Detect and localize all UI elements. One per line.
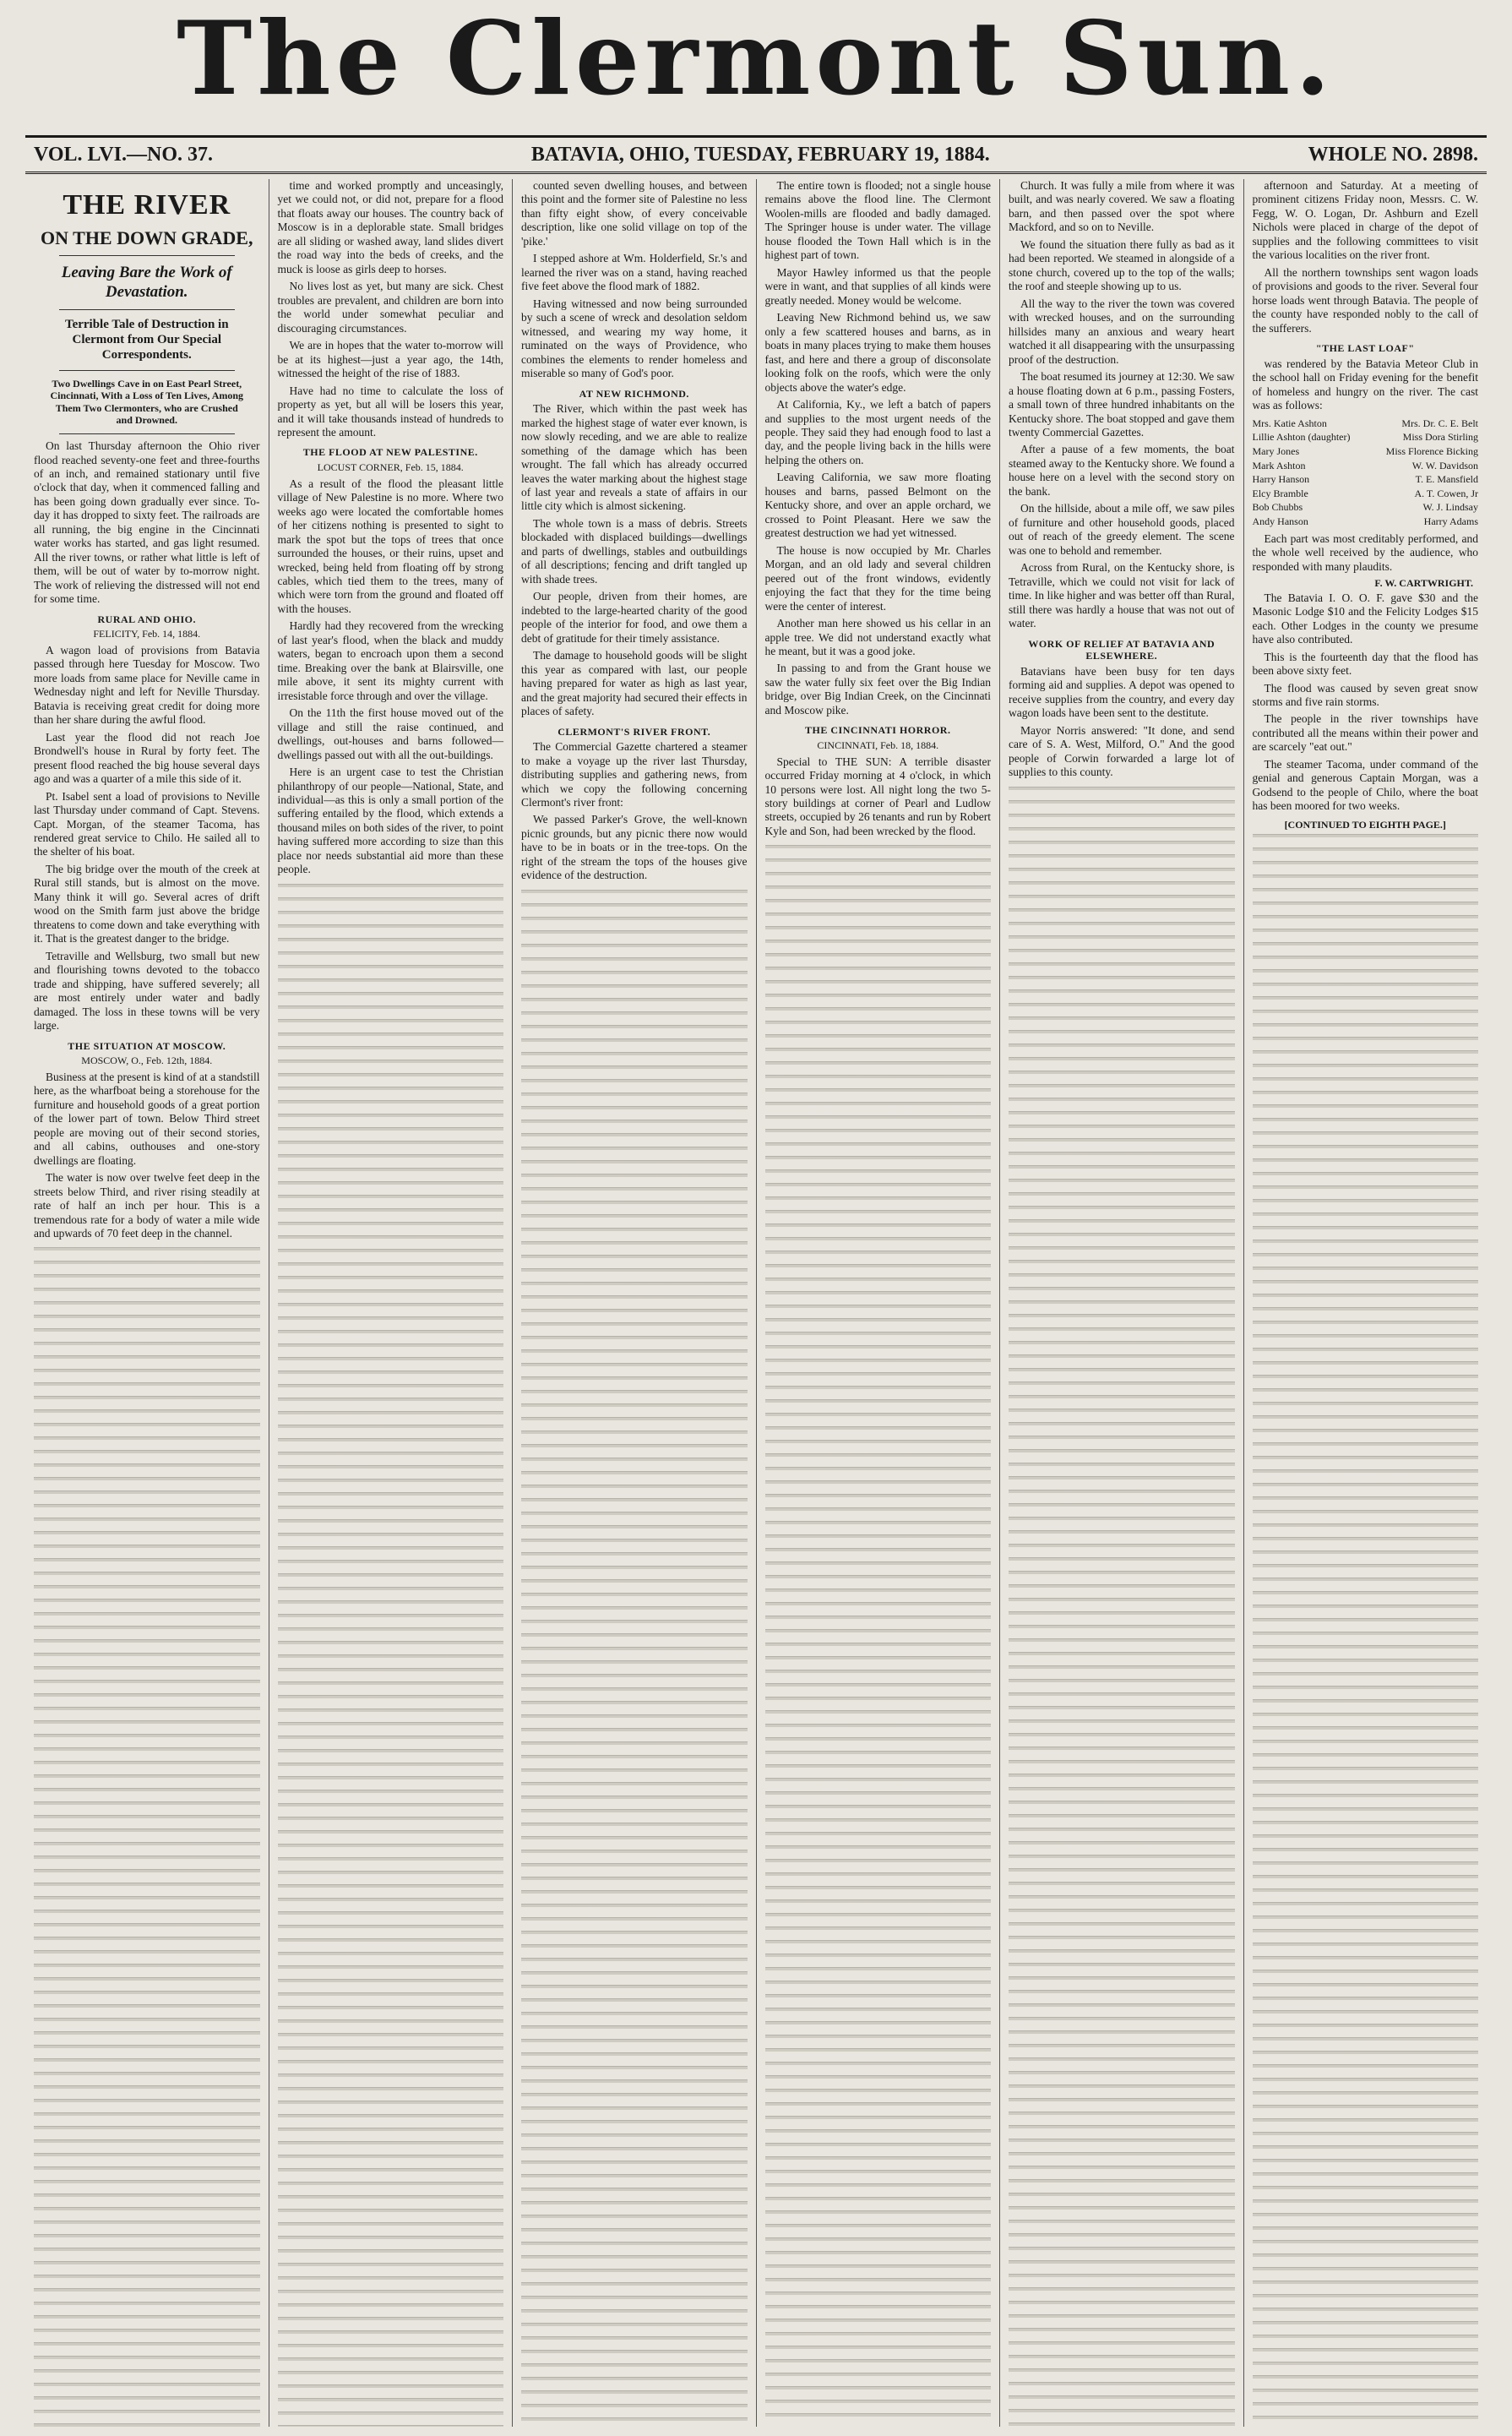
section-dateline: CINCINNATI, Feb. 18, 1884. (817, 738, 939, 751)
section-dateline: LOCUST CORNER, Feb. 15, 1884. (317, 461, 464, 474)
article-paragraph: was rendered by the Batavia Meteor Club in the school hall on Friday evening for the benefit of homeless and hungry on the river. The cast was as follows: (1252, 357, 1478, 412)
text-continuation (34, 1244, 260, 2427)
column-6 (1244, 179, 1488, 2427)
article-paragraph: Special to THE SUN: A terrible disaster occurred Friday morning at 4 o'clock, in which 10 persons were lost. All night long the two 5-story buildings at corner of Pearl and Ludlow streets, occupied by 26 tenants and run by Robert Kyle and Son, had been wrecked by the flood. (764, 755, 991, 837)
cast-actor: Mrs. Dr. C. E. Belt (1401, 417, 1478, 429)
article-paragraph: Mayor Hawley informed us that the people were in want, and that supplies of all kinds were greatly needed. Money would be welcome. (764, 265, 991, 307)
column-3 (513, 179, 757, 2427)
text-continuation (765, 842, 992, 2427)
article-paragraph: No lives lost as yet, but many are sick. Chest troubles are prevalent, and children are born into the world under somewhat peculiar and discouraging circumstances. (277, 280, 503, 335)
article-paragraph: The people in the river townships have contributed all the means within their power and are scarcely "eat out." (1252, 712, 1478, 754)
headline-deck-4: Two Dwellings Cave in on East Pearl Street, Cincinnati, With a Loss of Ten Lives, Among Them Two Clermonters, who are Crushed and Drowned. (50, 377, 244, 427)
cast-actor: W. W. Davidson (1411, 459, 1478, 471)
section-subhead: THE SITUATION AT MOSCOW. (68, 1039, 226, 1052)
cast-role: Bob Chubbs (1252, 501, 1303, 514)
article-paragraph: The whole town is a mass of debris. Streets blockaded with displaced buildings—dwellings and parts of dwellings, stables and outbuildings of all descriptions; fencing and drift tangled up with shade trees. (521, 516, 748, 586)
article-paragraph: Batavians have been busy for ten days forming aid and supplies. A depot was opened to receive supplies from the country, and every day wagon loads have been sent to the destitute. (1009, 664, 1235, 720)
section-dateline: FELICITY, Feb. 14, 1884. (93, 628, 201, 640)
cast-actor: T. E. Mansfield (1415, 473, 1478, 486)
text-continuation (521, 886, 748, 2427)
signature: F. W. CARTWRIGHT. (1374, 577, 1473, 590)
article-paragraph: The damage to household goods will be slight this year as compared with last, our people having prepared for water as high as last year, and the great majority had secured their effects in places of safety. (521, 649, 748, 718)
cast-role: Andy Hanson (1252, 515, 1308, 528)
column-5 (1000, 179, 1244, 2427)
cast-role: Mark Ashton (1252, 459, 1306, 471)
article-paragraph: Another man here showed us his cellar in an apple tree. We did not understand exactly what he meant, but it was a good joke. (764, 617, 991, 657)
divider (59, 309, 235, 310)
section-subhead: THE FLOOD AT NEW PALESTINE. (302, 446, 478, 459)
article-paragraph: Business at the present is kind of at a standstill here, as the wharfboat being a storehouse for the furniture and household goods of a great portion of the lower part of town. Below Third street people are moving out of their second stories, and all cabins, outhouses and one-story dwellings are floating. (34, 1070, 260, 1167)
article-paragraph: A wagon load of provisions from Batavia passed through here Tuesday for Moscow. Two more loads from same place for Neville came in Wednesday night and left for Neville Thursday. Batavia is receiving great credit for doing more than her share during the awful flood. (34, 643, 260, 727)
article-paragraph: At California, Ky., we left a batch of papers and supplies to the most urgent needs of the people. They said they had enough food to last a day, and the people living back in the hills were helping the others on. (764, 398, 991, 466)
article-paragraph: time and worked promptly and unceasingly, yet we could not, or did not, prepare for a flood that floats away our houses. The country back of Moscow is in a deplorable state. Small bridges are all sliding or washed away, land slides divert the road way into the beds of creeks, and the muck is loose as girls deep to horses. (277, 179, 503, 275)
headline-main: THE RIVER (63, 189, 231, 221)
article-paragraph: On last Thursday afternoon the Ohio river flood reached seventy-one feet and three-fourths of an inch, and remained stationary until five o'clock that day, when it commenced falling and has been going down gradually ever since. To-day it has dropped to sixty feet. The railroads are all running, the big engine in the Cincinnati water works has started, and gas light resumed. All the river towns, or rather what little is left of them, will be out of water by to-morrow night. The work of relieving the distressed will not end for some time. (34, 439, 260, 606)
article-paragraph: Tetraville and Wellsburg, two small but new and flourishing towns devoted to the tobacco trade and shipping, have suffered severely; all are most entirely under water and badly damaged. The loss in these towns will be very large. (34, 949, 260, 1033)
article-paragraph: Each part was most creditably performed, and the whole well received by the audience, who responded with many plaudits. (1252, 531, 1478, 573)
cast-row (1253, 472, 1479, 487)
article-paragraph: Here is an urgent case to test the Christian philanthropy of our people—National, State, and individual—as this is only a small portion of the suffering entailed by the flood, which extends a thousand miles on both sides of the river, to point having suffered more according to size than this place nor needs substantial aid more than these people. (277, 766, 503, 876)
article-paragraph: Leaving New Richmond behind us, we saw only a few scattered houses and barns, as in boats in many places trying to make them houses fast, and here and there a group of disconsolate looking folk on the roofs, which were the only objects above the water's edge. (764, 311, 991, 394)
cast-role: Elcy Bramble (1252, 487, 1308, 499)
article-paragraph: The River, which within the past week has marked the highest stage of water ever known, is now slowly receding, and we are able to realize something of the damage which has been wrought. The fall which has already occurred leaves the water marking about the highest stage of last year and reveals a state of affairs in our little city which is almost sickening. (521, 402, 748, 513)
cast-role: Mary Jones (1252, 444, 1300, 457)
article-paragraph: The entire town is flooded; not a single house remains above the flood line. The Clermont Woolen-mills are flooded and badly damaged. The Springer house is under water. The village house flooded the Town Hall which is in the highest part of town. (764, 179, 991, 262)
cast-actor: A. T. Cowen, Jr (1414, 487, 1478, 499)
article-paragraph: On the 11th the first house moved out of the village and still the raise continued, and dwellings, out-houses and barns followed—dwellings passed out with all the out-buildings. (277, 706, 503, 761)
divider (59, 370, 235, 371)
section-subhead: RURAL AND OHIO. (97, 613, 196, 625)
article-columns (25, 179, 1487, 2427)
cast-role: Harry Hanson (1252, 473, 1310, 486)
article-paragraph: Have had no time to calculate the loss of property as yet, but all will be losers this year, and it will take thousands instead of hundreds to represent the amount. (277, 384, 503, 439)
dateline-bar (25, 135, 1487, 174)
article-paragraph: As a result of the flood the pleasant little village of New Palestine is no more. Where two weeks ago were located the comfortable homes of her citizens nothing is presented to sight to mark the spot but the tops of trees that once surrounded the houses, or their ruins, upset and wrecked, being held from floating off by strong cables, which tied them to the trees, many of which were torn from the ground and floated off with the houses. (277, 477, 503, 615)
section-subhead: WORK OF RELIEF AT BATAVIA AND ELSEWHERE. (1028, 637, 1216, 662)
whole-number: WHOLE NO. 2898. (1308, 143, 1478, 166)
section-subhead: AT NEW RICHMOND. (579, 387, 689, 400)
article-paragraph: We found the situation there fully as bad as it had been reported. We steamed in alongside of a stone church, covered up to the top of the walls; the roof and steeple showing up to us. (1009, 237, 1235, 293)
text-continuation (1253, 831, 1479, 2427)
article-paragraph: In passing to and from the Grant house we saw the water fully six feet over the Big Indian bridge, over Big Indian Creek, on the Cincinnati and Moscow pike. (764, 662, 991, 717)
article-paragraph: After a pause of a few moments, the boat steamed away to the Kentucky shore. We found a house here on a level with the second story on the bank. (1009, 443, 1235, 498)
article-paragraph: All the northern townships sent wagon loads of provisions and goods to the river. Several four horse loads went through Batavia. The people of the county have responded nobly to the call of the sufferers. (1252, 265, 1478, 335)
column-4 (757, 179, 1001, 2427)
cast-role: Lillie Ashton (daughter) (1252, 431, 1351, 444)
headline-deck-2: Leaving Bare the Work of Devastation. (61, 264, 232, 302)
cast-row (1253, 444, 1479, 459)
article-paragraph: All the way to the river the town was covered with wrecked houses, and on the surrounding hillsides many an anxious and weary heart watched it all disappearing with the unsurpassing proof of the destruction. (1009, 297, 1235, 366)
article-paragraph: This is the fourteenth day that the flood has been above sixty feet. (1252, 650, 1478, 678)
cast-actor: Miss Dora Stirling (1402, 431, 1478, 444)
cast-row (1253, 430, 1479, 444)
section-dateline: MOSCOW, O., Feb. 12th, 1884. (81, 1055, 213, 1067)
article-paragraph: The flood was caused by seven great snow storms and five rain storms. (1252, 681, 1478, 708)
column-1 (25, 179, 269, 2427)
cast-row (1253, 487, 1479, 501)
cast-row (1253, 515, 1479, 529)
article-paragraph: We passed Parker's Grove, the well-known picnic grounds, but any picnic there now would have to be in boats or in the tree-tops. On the right of the stream the tops of the houses give evidence of the destruction. (521, 813, 748, 882)
article-paragraph: On the hillside, about a mile off, we saw piles of furniture and other household goods, placed out of reach of the greedy element. The scene was one to behold and remember. (1009, 502, 1235, 557)
article-paragraph: I stepped ashore at Wm. Holderfield, Sr.'s and learned the river was on a stand, having reached five feet above the flood mark of 1882. (521, 252, 748, 293)
article-paragraph: counted seven dwelling houses, and between this point and the former site of Palestine no less than fifty eight show, of every conceivable description, like one solid village on top of the 'pike.' (521, 179, 748, 248)
masthead-title: The Clermont Sun. (177, 0, 1335, 118)
article-paragraph: The big bridge over the mouth of the creek at Rural still stands, but is almost on the move. Many think it will go. Several acres of drift wood on the Smith farm just above the bridge threatens to come down and take everything with it. That is the greatest danger to the bridge. (34, 862, 260, 946)
article-paragraph: The Commercial Gazette chartered a steamer to make a voyage up the river last Thursday, distributing supplies and gathering news, from which we copy the following concerning Clermont's river front: (521, 740, 748, 809)
place-date: BATAVIA, OHIO, TUESDAY, FEBRUARY 19, 1884. (530, 143, 990, 166)
text-continuation (278, 880, 504, 2427)
article-paragraph: We are in hopes that the water to-morrow will be at its highest—just a year ago, the 14th, witnessed the height of the rise of 1883. (277, 339, 503, 380)
article-paragraph: The boat resumed its journey at 12:30. We saw a house floating down at 6 p.m., passing Fosters, a small town of three hundred inhabitants on the Kentucky shore. The boat stopped and gave them twenty Commercial Gazettes. (1009, 370, 1235, 439)
cast-row (1253, 500, 1479, 515)
article-paragraph: Hardly had they recovered from the wrecking of last year's flood, when the black and muddy waters, began to encroach upon them a second time. Breaking over the bank at Blairsville, one mile above, it sent its mighty current with irresistable force through and over the village. (277, 619, 503, 702)
article-paragraph: The water is now over twelve feet deep in the streets below Third, and river rising steadily at rate of half an inch per hour. This is a tremendous rate for a body of water a mile wide and upwards of 70 feet deep in the channel. (34, 1171, 260, 1240)
headline-deck-3: Terrible Tale of Destruction in Clermont from Our Special Correspondents. (64, 317, 229, 362)
cast-actor: Harry Adams (1423, 515, 1478, 528)
section-subhead: CLERMONT'S RIVER FRONT. (557, 725, 711, 738)
cast-row (1253, 459, 1479, 473)
cast-role: Mrs. Katie Ashton (1252, 417, 1327, 429)
cast-row (1253, 417, 1479, 431)
cast-list (1253, 417, 1479, 529)
article-paragraph: Our people, driven from their homes, are indebted to the large-hearted charity of the good people of the interior for food, and owe them a debt of gratitude for their timely assistance. (521, 590, 748, 645)
section-subhead: THE CINCINNATI HORROR. (805, 724, 951, 737)
article-paragraph: Having witnessed and now being surrounded by such a scene of wreck and desolation seldom witnessed, and wearing my way home, it ruminated on the ways of Providence, who combines the elements to render homeless and miserable so many of God's poor. (521, 297, 748, 380)
article-paragraph: Last year the flood did not reach Joe Brondwell's house in Rural by forty feet. The present flood reached the big house several days ago and was a quarter of a mile this side of it. (34, 730, 260, 786)
article-paragraph: The house is now occupied by Mr. Charles Morgan, and an old lady and several children peered out of the front windows, evidently enjoying the fact that they for the time being were the center of interest. (764, 543, 991, 613)
article-paragraph: Across from Rural, on the Kentucky shore, is Tetraville, which we could not visit for lack of time. In like higher and was better off than Rural, still there was hardly a house that was not out of water. (1009, 561, 1235, 630)
section-subhead: "THE LAST LOAF" (1315, 342, 1415, 355)
continued-notice: [CONTINUED TO EIGHTH PAGE.] (1284, 818, 1446, 831)
article-paragraph: Church. It was fully a mile from where it was built, and was nearly covered. We saw a floating barn, and then passed over the spot where Mackford, and so on to Neville. (1009, 179, 1235, 234)
article-paragraph: The Batavia I. O. O. F. gave $30 and the Masonic Lodge $10 and the Felicity Lodges $15 each. Other Lodges in the county we presume have also contributed. (1252, 591, 1478, 646)
cast-actor: W. J. Lindsay (1422, 501, 1478, 514)
article-paragraph: Leaving California, we saw more floating houses and barns, passed Belmont on the Kentucky shore, and over an apple orchard, we crossed to Point Pleasant. Here we saw the greatest destruction we had yet witnessed. (764, 471, 991, 540)
article-paragraph: The steamer Tacoma, under command of the genial and generous Captain Morgan, was a Godsend to the people of Chilo, where the boat has been moored for two weeks. (1252, 757, 1478, 813)
text-continuation (1009, 783, 1235, 2427)
article-paragraph: afternoon and Saturday. At a meeting of prominent citizens Friday noon, Messrs. C. W. Fegg, W. O. Logan, Dr. Ashburn and Ezell Nichols were placed in charge of the depot of supplies and the following committees to visit the various localities on the river front. (1252, 179, 1478, 262)
article-paragraph: Pt. Isabel sent a load of provisions to Neville last Thursday under command of Capt. Stevens. Capt. Morgan, of the steamer Tacoma, has rendered great service to Chilo. He sailed all to the shelter of his boat. (34, 789, 260, 858)
headline-deck-1: ON THE DOWN GRADE, (41, 227, 253, 249)
article-paragraph: Mayor Norris answered: "It done, and send care of S. A. West, Milford, O." And the good people of Corwin forwarded a large lot of supplies to this county. (1009, 723, 1235, 779)
divider (59, 433, 235, 434)
cast-actor: Miss Florence Bicking (1385, 444, 1478, 457)
column-2 (269, 179, 514, 2427)
divider (59, 255, 235, 256)
volume-number: VOL. LVI.—NO. 37. (34, 143, 214, 166)
